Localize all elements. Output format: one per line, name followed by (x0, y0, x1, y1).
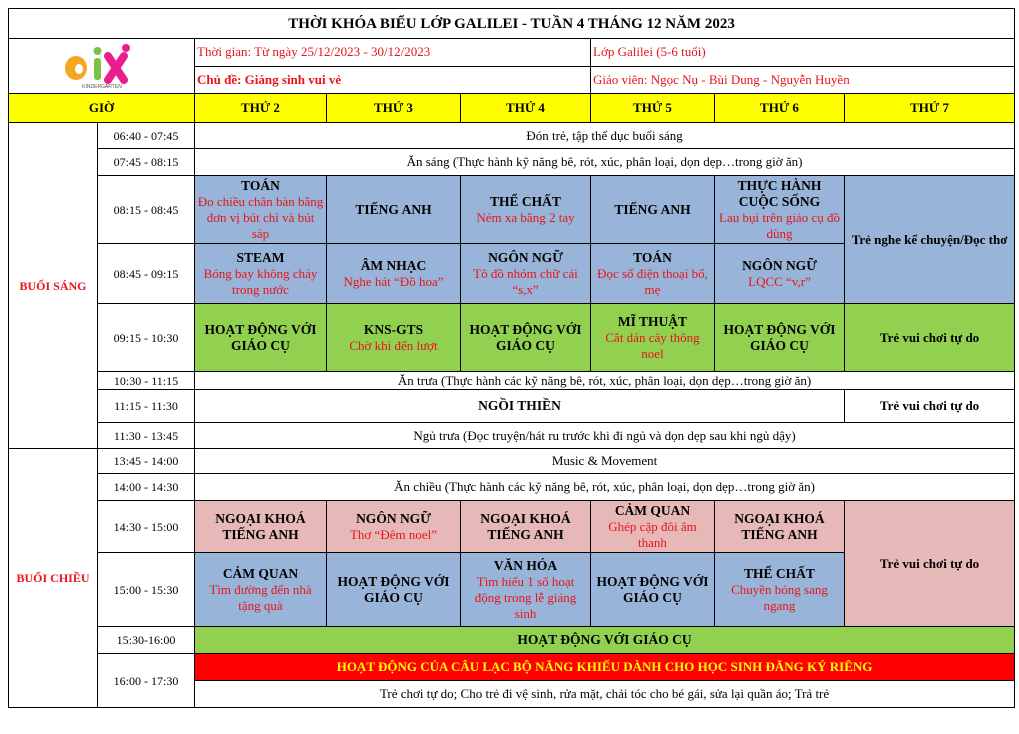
time-slot: 14:00 - 14:30 (98, 474, 195, 501)
time-slot: 07:45 - 08:15 (98, 149, 195, 176)
time-slot: 14:30 - 15:00 (98, 501, 195, 553)
day-header: THỨ 3 (327, 94, 461, 123)
time-slot: 11:30 - 13:45 (98, 423, 195, 449)
class-cell: CẢM QUAN Tìm đường đến nhà tặng quà (195, 553, 327, 627)
time-slot: 06:40 - 07:45 (98, 123, 195, 149)
timetable (8, 8, 1015, 708)
class-cell: THỂ CHẤT Ném xa bằng 2 tay (461, 176, 591, 244)
row-activity: Music & Movement (195, 449, 1015, 474)
class-cell: THỂ CHẤT Chuyền bóng sang ngang (715, 553, 845, 627)
class-cell: KNS-GTS Chờ khi đến lượt (327, 304, 461, 372)
day-header: THỨ 5 (591, 94, 715, 123)
row-activity: Ăn trưa (Thực hành các kỹ năng bê, rót, xúc, phân loại, dọn dẹp…trong giờ ăn) (195, 372, 1015, 390)
class-cell: HOẠT ĐỘNG VỚI GIÁO CỤ (327, 553, 461, 627)
meditation-cell: NGỒI THIỀN (195, 390, 845, 423)
class-cell: STEAM Bóng bay không cháy trong nước (195, 244, 327, 304)
school-logo (9, 39, 195, 94)
row-activity: Ngủ trưa (Đọc truyện/hát ru trước khi đi ngủ và dọn dẹp sau khi ngủ dậy) (195, 423, 1015, 449)
row-activity: Ăn chiều (Thực hành các kỹ năng bê, rót, xúc, phân loại, dọn dẹp…trong giờ ăn) (195, 474, 1015, 501)
day-header: THỨ 4 (461, 94, 591, 123)
class-cell: VĂN HÓA Tìm hiểu 1 số hoạt động trong lễ giáng sinh (461, 553, 591, 627)
day-header: THỨ 7 (845, 94, 1015, 123)
page-title: THỜI KHÓA BIỂU LỚP GALILEI - TUẦN 4 THÁNG 12 NĂM 2023 (9, 9, 1015, 39)
theme: Chủ đề: Giáng sinh vui vẻ (195, 66, 591, 94)
logo-tagline: KINDERGARTEN (81, 84, 122, 90)
time-slot: 15:30-16:00 (98, 627, 195, 654)
time-slot: 11:15 - 11:30 (98, 390, 195, 423)
time-column-header: GIỜ (9, 94, 195, 123)
class-cell: HOẠT ĐỘNG VỚI GIÁO CỤ (591, 553, 715, 627)
class-cell: HOẠT ĐỘNG VỚI GIÁO CỤ (715, 304, 845, 372)
saturday-cell: Trẻ vui chơi tự do (845, 390, 1015, 423)
class-cell: NGÔN NGỮ Tô đồ nhóm chữ cái “s,x” (461, 244, 591, 304)
class-cell: HOẠT ĐỘNG VỚI GIÁO CỤ (195, 304, 327, 372)
row-activity: Trẻ chơi tự do; Cho trẻ đi vệ sinh, rửa mặt, chải tóc cho bé gái, sửa lại quần áo; Trả trẻ (195, 681, 1015, 708)
teachers: Giáo viên: Ngọc Nụ - Bùi Dung - Nguyễn Huyền (591, 66, 1015, 94)
class-cell: ÂM NHẠC Nghe hát “Đồ hoa” (327, 244, 461, 304)
time-slot: 13:45 - 14:00 (98, 449, 195, 474)
row-activity: Ăn sáng (Thực hành kỹ năng bê, rót, xúc, phân loại, dọn dẹp…trong giờ ăn) (195, 149, 1015, 176)
row-activity: HOẠT ĐỘNG VỚI GIÁO CỤ (195, 627, 1015, 654)
time-slot: 10:30 - 11:15 (98, 372, 195, 390)
row-activity: Đón trẻ, tập thể dục buổi sáng (195, 123, 1015, 149)
class-cell: TIẾNG ANH (591, 176, 715, 244)
saturday-cell: Trẻ vui chơi tự do (845, 304, 1015, 372)
class-cell: TOÁN Đọc số điện thoại bố, mẹ (591, 244, 715, 304)
day-header: THỨ 2 (195, 94, 327, 123)
session-morning: BUỔI SÁNG (9, 123, 98, 449)
session-afternoon: BUỔI CHIỀU (9, 449, 98, 708)
date-range: Thời gian: Từ ngày 25/12/2023 - 30/12/2023 (195, 39, 591, 67)
saturday-morning-cell: Trẻ nghe kể chuyện/Đọc thơ (845, 176, 1015, 304)
class-cell: NGOẠI KHOÁ TIẾNG ANH (195, 501, 327, 553)
saturday-afternoon-cell: Trẻ vui chơi tự do (845, 501, 1015, 627)
time-slot: 08:45 - 09:15 (98, 244, 195, 304)
class-cell: TOÁN Đo chiều chân bàn bằng đơn vị bút chì và bút sáp (195, 176, 327, 244)
class-cell: NGOẠI KHOÁ TIẾNG ANH (715, 501, 845, 553)
club-activity: HOẠT ĐỘNG CỦA CÂU LẠC BỘ NĂNG KHIẾU DÀNH CHO HỌC SINH ĐĂNG KÝ RIÊNG (195, 654, 1015, 681)
time-slot: 15:00 - 15:30 (98, 553, 195, 627)
time-slot: 09:15 - 10:30 (98, 304, 195, 372)
day-header: THỨ 6 (715, 94, 845, 123)
class-cell: NGOẠI KHOÁ TIẾNG ANH (461, 501, 591, 553)
class-cell: THỰC HÀNH CUỘC SỐNG Lau bụi trên giáo cụ đồ dùng (715, 176, 845, 244)
time-slot: 08:15 - 08:45 (98, 176, 195, 244)
class-cell: NGÔN NGỮ LQCC “v,r” (715, 244, 845, 304)
time-slot: 16:00 - 17:30 (98, 654, 195, 708)
timetable-page (8, 8, 1014, 708)
class-cell: MĨ THUẬT Cắt dán cây thông noel (591, 304, 715, 372)
class-cell: CẢM QUAN Ghép cặp đôi âm thanh (591, 501, 715, 553)
class-cell: TIẾNG ANH (327, 176, 461, 244)
class-name: Lớp Galilei (5-6 tuổi) (591, 39, 1015, 67)
aik-logo-icon (62, 42, 142, 90)
class-cell: HOẠT ĐỘNG VỚI GIÁO CỤ (461, 304, 591, 372)
class-cell: NGÔN NGỮ Thơ “Đêm noel” (327, 501, 461, 553)
day-header-row (9, 94, 1015, 123)
